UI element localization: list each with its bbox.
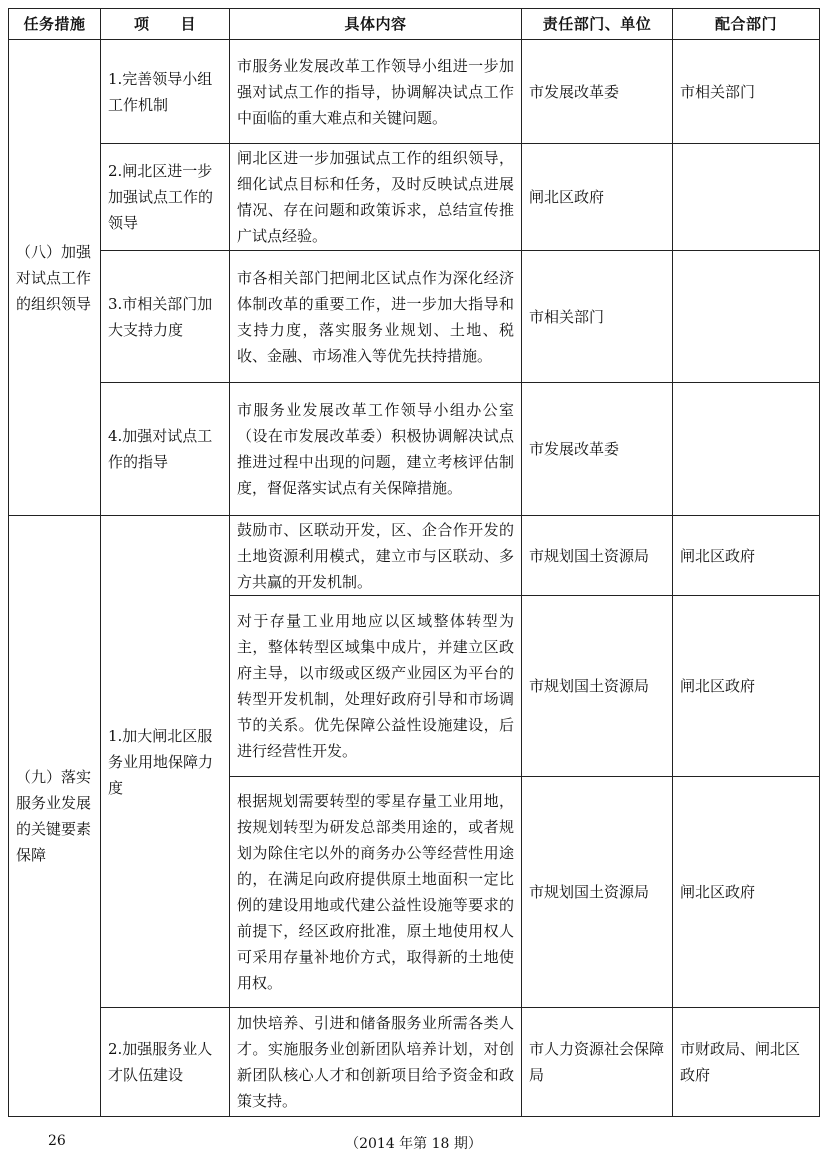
- content-cell: 市服务业发展改革工作领导小组办公室（设在市发展改革委）积极协调解决试点推进过程中出现的问题，建立考核评估制度，督促落实试点有关保障措施。: [230, 383, 522, 516]
- cooperating-cell: [673, 251, 820, 383]
- responsible-cell: 市规划国土资源局: [522, 596, 673, 777]
- content-cell: 加快培养、引进和储备服务业所需各类人才。实施服务业创新团队培养计划，对创新团队核心人才和创新项目给予资金和政策支持。: [230, 1008, 522, 1117]
- cooperating-cell: 市财政局、闸北区政府: [673, 1008, 820, 1117]
- cooperating-cell: 闸北区政府: [673, 516, 820, 596]
- content-cell: 根据规划需要转型的零星存量工业用地，按规划转型为研发总部类用途的，或者规划为除住宅以外的商务办公等经营性用途的，在满足向政府提供原土地面积一定比例的建设用地或代建公益性设施等要求的前提下，经区政府批准，原土地使用权人可采用存量补地价方式，取得新的土地使用权。: [230, 777, 522, 1008]
- item-cell: 1.加大闸北区服务业用地保障力度: [101, 516, 230, 1008]
- table-row: [9, 1008, 820, 1117]
- item-cell: 2.闸北区进一步加强试点工作的领导: [101, 144, 230, 251]
- table-row: [9, 516, 820, 596]
- table-header-row: [9, 9, 820, 40]
- cooperating-cell: 市相关部门: [673, 40, 820, 144]
- item-cell: 4.加强对试点工作的指导: [101, 383, 230, 516]
- header-responsible: 责任部门、单位: [522, 9, 673, 40]
- measure-cell: （九）落实服务业发展的关键要素保障: [9, 516, 101, 1117]
- policy-task-table: [8, 8, 820, 1117]
- responsible-cell: 市发展改革委: [522, 383, 673, 516]
- cooperating-cell: [673, 383, 820, 516]
- table-row: [9, 144, 820, 251]
- content-cell: 鼓励市、区联动开发，区、企合作开发的土地资源利用模式，建立市与区联动、多方共赢的开发机制。: [230, 516, 522, 596]
- responsible-cell: 市发展改革委: [522, 40, 673, 144]
- page-footer: [0, 1133, 827, 1155]
- header-measure: 任务措施: [9, 9, 101, 40]
- item-cell: 3.市相关部门加大支持力度: [101, 251, 230, 383]
- page-number: 26: [48, 1133, 66, 1149]
- item-cell: 2.加强服务业人才队伍建设: [101, 1008, 230, 1117]
- table-row: [9, 383, 820, 516]
- measure-cell: （八）加强对试点工作的组织领导: [9, 40, 101, 516]
- responsible-cell: 市规划国土资源局: [522, 777, 673, 1008]
- cooperating-cell: 闸北区政府: [673, 777, 820, 1008]
- header-item: 项 目: [101, 9, 230, 40]
- responsible-cell: 市相关部门: [522, 251, 673, 383]
- item-cell: 1.完善领导小组工作机制: [101, 40, 230, 144]
- issue-label: （2014 年第 18 期）: [345, 1136, 482, 1152]
- responsible-cell: 市规划国土资源局: [522, 516, 673, 596]
- content-cell: 市服务业发展改革工作领导小组进一步加强对试点工作的指导，协调解决试点工作中面临的重大难点和关键问题。: [230, 40, 522, 144]
- content-cell: 闸北区进一步加强试点工作的组织领导，细化试点目标和任务，及时反映试点进展情况、存在问题和政策诉求，总结宣传推广试点经验。: [230, 144, 522, 251]
- header-content: 具体内容: [230, 9, 522, 40]
- content-cell: 市各相关部门把闸北区试点作为深化经济体制改革的重要工作，进一步加大指导和支持力度，落实服务业规划、土地、税收、金融、市场准入等优先扶持措施。: [230, 251, 522, 383]
- table-row: [9, 251, 820, 383]
- content-cell: 对于存量工业用地应以区域整体转型为主，整体转型区域集中成片，并建立区政府主导，以市级或区级产业园区为平台的转型开发机制，处理好政府引导和市场调节的关系。优先保障公益性设施建设，后进行经营性开发。: [230, 596, 522, 777]
- cooperating-cell: [673, 144, 820, 251]
- responsible-cell: 闸北区政府: [522, 144, 673, 251]
- header-cooperating: 配合部门: [673, 9, 820, 40]
- table-row: [9, 40, 820, 144]
- responsible-cell: 市人力资源社会保障局: [522, 1008, 673, 1117]
- cooperating-cell: 闸北区政府: [673, 596, 820, 777]
